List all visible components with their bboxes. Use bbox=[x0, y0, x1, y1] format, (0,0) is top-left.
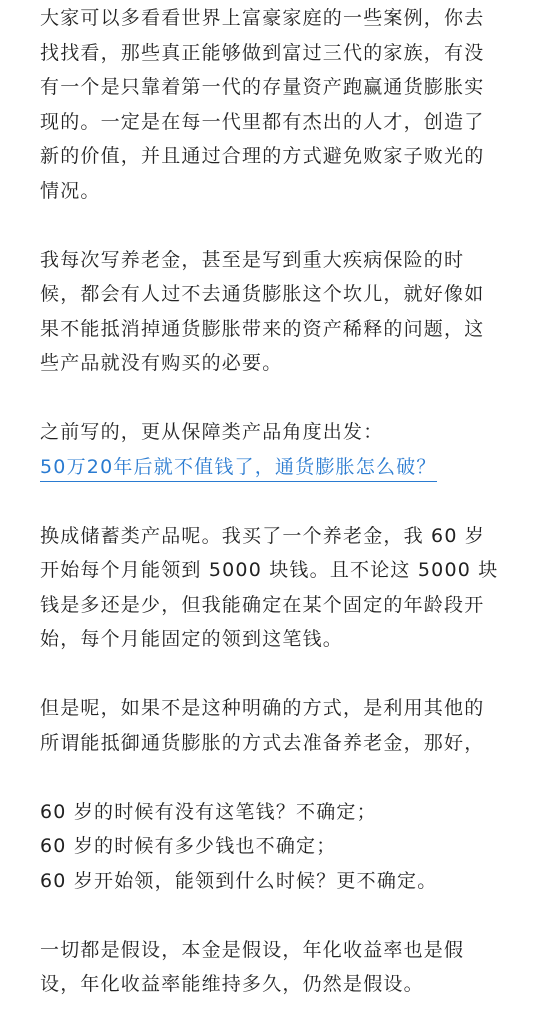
text-line: 但是呢，如果不是这种明确的方式，是利用其他的 bbox=[40, 697, 485, 719]
text-line: 我每次写养老金，甚至是写到重大疾病保险的时 bbox=[40, 248, 465, 271]
article-link[interactable]: 50万20年后就不值钱了，通货膨胀怎么破？ bbox=[40, 453, 437, 482]
text-line: 设，年化收益率能维持多久，仍然是假设。 bbox=[40, 973, 424, 995]
paragraph-gap bbox=[40, 208, 502, 243]
article-body bbox=[40, 0, 502, 1002]
text-line: 60 岁开始领，能领到什么时候？更不确定。 bbox=[40, 869, 438, 892]
paragraph-previous-article bbox=[40, 415, 502, 484]
paragraph-rich-families bbox=[40, 1, 502, 208]
paragraph-inflation-concern bbox=[40, 243, 502, 381]
paragraph-savings-product bbox=[40, 519, 502, 657]
text-line: 大家可以多看看世界上富豪家庭的一些案例，你去 bbox=[40, 7, 485, 29]
paragraph-gap bbox=[40, 657, 502, 692]
text-line: 候，都会有人过不去通货膨胀这个坎儿，就好像如 bbox=[40, 283, 485, 305]
text-line: 换成储蓄类产品呢。我买了一个养老金，我 60 岁 bbox=[40, 524, 486, 547]
text-line: 果不能抵消掉通货膨胀带来的资产稀释的问题，这 bbox=[40, 317, 485, 340]
text-line: 一切都是假设，本金是假设，年化收益率也是假 bbox=[40, 938, 465, 961]
paragraph-gap bbox=[40, 760, 502, 795]
text-line: 情况。 bbox=[40, 179, 101, 202]
paragraph-gap bbox=[40, 898, 502, 933]
paragraph-gap bbox=[40, 381, 502, 416]
text-line: 些产品就没有购买的必要。 bbox=[40, 352, 283, 374]
paragraph-uncertainties bbox=[40, 795, 502, 899]
text-line: 所谓能抵御通货膨胀的方式去准备养老金，那好， bbox=[40, 731, 485, 754]
text-line: 钱是多还是少，但我能确定在某个固定的年龄段开 bbox=[40, 593, 485, 616]
text-line: 有一个是只靠着第一代的存量资产跑赢通货膨胀实 bbox=[40, 76, 485, 98]
link-line bbox=[40, 450, 502, 485]
text-line: 始，每个月能固定的领到这笔钱。 bbox=[40, 628, 344, 650]
paragraph-other-methods bbox=[40, 691, 502, 760]
paragraph-assumptions bbox=[40, 933, 502, 1002]
text-line: 开始每个月能领到 5000 块钱。且不论这 5000 块 bbox=[40, 559, 499, 581]
text-line: 之前写的，更从保障类产品角度出发： bbox=[40, 421, 384, 443]
text-line: 60 岁的时候有多少钱也不确定； bbox=[40, 835, 337, 857]
text-line: 新的价值，并且通过合理的方式避免败家子败光的 bbox=[40, 145, 485, 167]
text-line: 现的。一定是在每一代里都有杰出的人才，创造了 bbox=[40, 110, 485, 133]
text-line: 60 岁的时候有没有这笔钱？不确定； bbox=[40, 800, 377, 823]
text-line: 找找看，那些真正能够做到富过三代的家族，有没 bbox=[40, 41, 485, 64]
paragraph-gap bbox=[40, 484, 502, 519]
